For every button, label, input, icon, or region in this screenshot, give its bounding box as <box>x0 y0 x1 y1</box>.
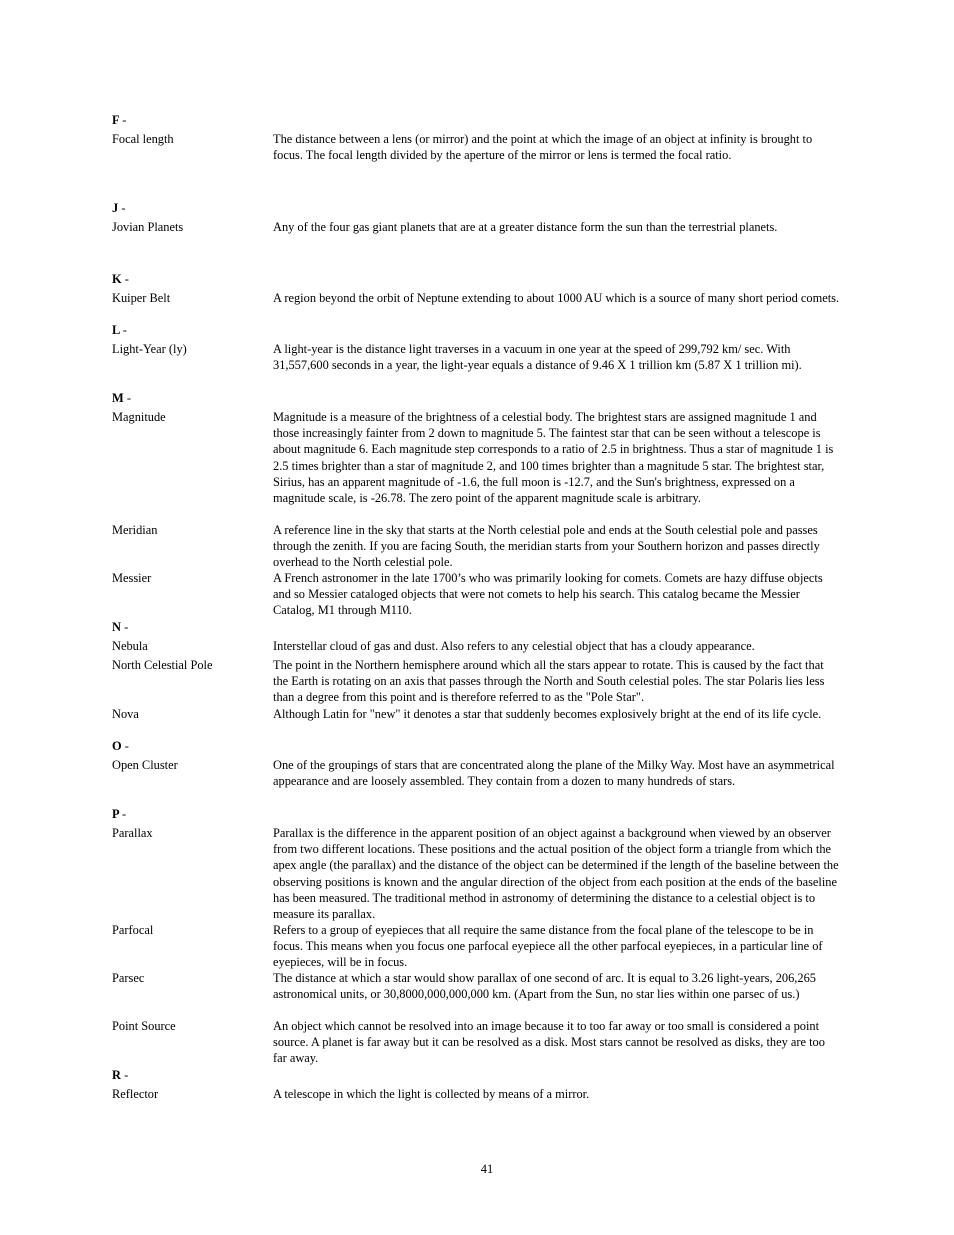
term-parsec: Parsec <box>112 971 145 985</box>
definition-nova: Although Latin for "new" it denotes a star that suddenly becomes explosively bright at the end of its life cycle. <box>273 707 822 721</box>
definition-reflector: A telescope in which the light is collected by means of a mirror. <box>273 1087 590 1101</box>
section-letter-n: N - <box>112 620 129 634</box>
term-jovian-planets: Jovian Planets <box>112 220 184 234</box>
term-nova: Nova <box>112 707 139 721</box>
definition-focal-length: The distance between a lens (or mirror) and the point at which the image of an object at infinity is brought to focus. The focal length divided by the aperture of the mirror or lens is termed the focal ratio. <box>273 132 813 163</box>
definition-north-celestial-pole: The point in the Northern hemisphere around which all the stars appear to rotate. This is caused by the fact that the Earth is rotating on an axis that passes through the North and South celestial poles. The star Polaris lies less than a degree from this point and is therefore referred to as the "Pole Star". <box>273 658 825 705</box>
definition-messier: A French astronomer in the late 1700’s who was primarily looking for comets. Comets are hazy diffuse objects and so Messier cataloged objects that were not comets to help his search. This catalog became the Messier Catalog, M1 through M110. <box>273 571 823 618</box>
term-magnitude: Magnitude <box>112 410 166 424</box>
term-nebula: Nebula <box>112 639 148 653</box>
term-parallax: Parallax <box>112 826 153 840</box>
definition-light-year: A light-year is the distance light traverses in a vacuum in one year at the speed of 299,792 km/ sec. With 31,557,600 seconds in a year, the light-year equals a distance of 9.46 X 1 trillion km (5.87 X 1 trillion mi). <box>273 342 802 373</box>
term-parfocal: Parfocal <box>112 923 154 937</box>
term-north-celestial-pole: North Celestial Pole <box>112 658 213 672</box>
term-point-source: Point Source <box>112 1019 176 1033</box>
definition-nebula: Interstellar cloud of gas and dust. Also refers to any celestial object that has a cloudy appearance. <box>273 639 755 653</box>
term-meridian: Meridian <box>112 523 158 537</box>
section-letter-k: K - <box>112 272 129 286</box>
definition-parallax: Parallax is the difference in the apparent position of an object against a background when viewed by an observer from two different locations. These positions and the actual position of the object form a triangle from which the apex angle (the parallax) and the distance of the object can be determined if the length of the baseline between the observing positions is known and the angular direction of the object from each position at the ends of the baseline has been measured. The traditional method in astronomy of determining the distance to a celestial object is to measure its parallax. <box>273 826 839 922</box>
term-light-year: Light-Year (ly) <box>112 342 187 356</box>
definition-meridian: A reference line in the sky that starts at the North celestial pole and ends at the South celestial pole and passes through the zenith. If you are facing South, the meridian starts from your Southern horizon and passes directly overhead to the North celestial pole. <box>273 523 820 570</box>
definition-point-source: An object which cannot be resolved into an image because it to too far away or too small is considered a point source. A planet is far away but it can be resolved as a disk. Most stars cannot be resolved as disks, they are too far away. <box>273 1019 825 1066</box>
term-kuiper-belt: Kuiper Belt <box>112 291 171 305</box>
term-open-cluster: Open Cluster <box>112 758 178 772</box>
section-letter-f: F - <box>112 113 127 127</box>
section-letter-j: J - <box>112 201 126 215</box>
section-letter-m: M - <box>112 391 131 405</box>
definition-parsec: The distance at which a star would show parallax of one second of arc. It is equal to 3.26 light-years, 206,265 astronomical units, or 30,8000,000,000,000 km. (Apart from the Sun, no star lies within one parsec of us.) <box>273 971 816 1002</box>
definition-open-cluster: One of the groupings of stars that are concentrated along the plane of the Milky Way. Most have an asymmetrical appearance and are loosely assembled. They contain from a dozen to many hundreds of stars. <box>273 758 835 789</box>
term-focal-length: Focal length <box>112 132 174 146</box>
definition-parfocal: Refers to a group of eyepieces that all require the same distance from the focal plane of the telescope to be in focus. This means when you focus one parfocal eyepiece all the other parfocal eyepieces, in a particular line of eyepieces, will be in focus. <box>273 923 823 970</box>
section-letter-l: L - <box>112 323 127 337</box>
section-letter-o: O - <box>112 739 129 753</box>
definition-jovian-planets: Any of the four gas giant planets that are at a greater distance form the sun than the terrestrial planets. <box>273 220 778 234</box>
definition-kuiper-belt: A region beyond the orbit of Neptune extending to about 1000 AU which is a source of many short period comets. <box>273 291 840 305</box>
term-reflector: Reflector <box>112 1087 159 1101</box>
definition-magnitude: Magnitude is a measure of the brightness of a celestial body. The brightest stars are assigned magnitude 1 and those increasingly fainter from 2 down to magnitude 5. The faintest star that can be seen without a telescope is about magnitude 6. Each magnitude step corresponds to a ratio of 2.5 in brightness. Thus a star of magnitude 1 is 2.5 times brighter than a star of magnitude 2, and 100 times brighter than a magnitude 5 star. The brightest star, Sirius, has an apparent magnitude of -1.6, the full moon is -12.7, and the Sun's brightness, expressed on a magnitude scale, is -26.78. The zero point of the apparent magnitude scale is arbitrary. <box>273 410 834 506</box>
page-number: 41 <box>480 1162 494 1176</box>
term-messier: Messier <box>112 571 152 585</box>
section-letter-r: R - <box>112 1068 129 1082</box>
section-letter-p: P - <box>112 807 127 821</box>
